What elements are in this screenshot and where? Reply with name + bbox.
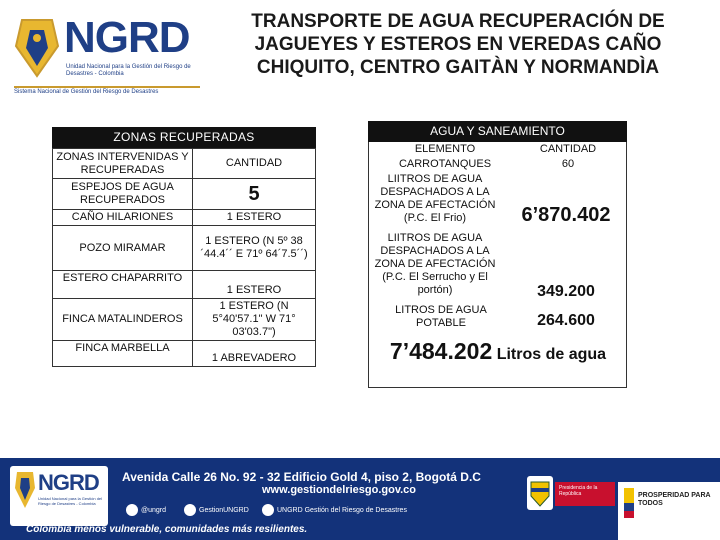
zona-name: FINCA MATALINDEROS: [53, 299, 193, 341]
potable-label: LITROS DE AGUA POTABLE: [395, 304, 487, 329]
table-row: [53, 226, 316, 271]
twitter-icon: [126, 504, 138, 516]
footer-slogan: Colombia menos vulnerable, comunidades más resilientes.: [26, 524, 308, 535]
zona-name: ESTERO CHAPARRITO: [53, 271, 193, 299]
zona-value: 1 ABREVADERO: [193, 341, 316, 367]
logo-system-line: Sistema Nacional de Gestión del Riesgo de Desastres: [14, 86, 200, 95]
table-row: [53, 179, 316, 210]
litros-serrucho-value: 349.200: [537, 283, 595, 300]
footer-website[interactable]: www.gestiondelriesgo.gov.co: [262, 484, 417, 496]
potable-value: 264.600: [537, 312, 595, 329]
footer: [0, 458, 720, 540]
table-row: [53, 149, 316, 179]
footer-address: Avenida Calle 26 No. 92 - 32 Edificio Gold 4, piso 2, Bogotá D.C: [122, 470, 481, 484]
facebook-icon: [184, 504, 196, 516]
litros-frio-value: 6’870.402: [521, 204, 611, 226]
col-cantidad: CANTIDAD: [539, 143, 597, 155]
footer-logo-subtitle: Unidad Nacional para la Gestión del Riesgo de Desastres - Colombia: [38, 496, 103, 506]
zona-name: POZO MIRAMAR: [53, 226, 193, 271]
agua-header: AGUA Y SANEAMIENTO: [368, 121, 627, 142]
ngrd-emblem-icon: [14, 470, 36, 510]
prosperidad-logo: [618, 482, 720, 540]
social-twitter[interactable]: [126, 504, 166, 516]
zona-name: CAÑO HILARIONES: [53, 210, 193, 226]
zonas-table: [52, 148, 316, 367]
youtube-icon: [262, 504, 274, 516]
prosperidad-text: PROSPERIDAD PARA TODOS: [638, 492, 711, 507]
ngrd-emblem-icon: [14, 16, 60, 78]
table-row: [53, 299, 316, 341]
zona-value: 1 ESTERO (N 5°40'57.1" W 71° 03'03.7"): [193, 299, 316, 341]
zona-value: 1 ESTERO (N 5º 38´44.4´´ E 71º 64´7.5´´): [193, 226, 316, 271]
col-elemento: ELEMENTO: [414, 143, 476, 155]
colombia-flag-icon: [624, 488, 634, 518]
page-title: TRANSPORTE DE AGUA RECUPERACIÓN DE JAGUEYES Y ESTEROS EN VEREDAS CAÑO CHIQUITO, CENTRO GAITÀN Y NORMANDÌA: [251, 11, 665, 78]
social-label: @ungrd: [141, 506, 167, 514]
table-row: [53, 210, 316, 226]
zona-name: ZONAS INTERVENIDAS Y RECUPERADAS: [53, 149, 193, 179]
carrotanques-value: 60: [561, 158, 575, 170]
table-row: [53, 271, 316, 299]
carrotanques-label: CARROTANQUES: [398, 158, 492, 170]
zona-value: 1 ESTERO: [193, 210, 316, 226]
social-label: GestionUNGRD: [199, 506, 249, 514]
table-row: [53, 341, 316, 367]
zonas-header: ZONAS RECUPERADAS: [52, 127, 316, 148]
litros-frio-label: LIITROS DE AGUA DESPACHADOS A LA ZONA DE AFECTACIÓN (P.C. El Frio): [374, 173, 496, 224]
footer-wordmark: NGRD: [38, 470, 99, 495]
zona-value: 1 ESTERO: [193, 271, 316, 299]
zona-name: ESPEJOS DE AGUA RECUPERADOS: [53, 179, 193, 210]
zona-value: 5: [193, 179, 316, 210]
zona-name: FINCA MARBELLA: [53, 341, 193, 367]
total-block: [372, 338, 624, 368]
social-facebook[interactable]: [184, 504, 249, 516]
presidencia-logo: Presidencia de la República: [555, 482, 615, 506]
footer-logo: [10, 466, 108, 526]
social-youtube[interactable]: [262, 504, 407, 516]
zona-value: CANTIDAD: [193, 149, 316, 179]
logo-wordmark: NGRD: [64, 13, 190, 62]
logo-subtitle: Unidad Nacional para la Gestión del Riesgo de Desastres - Colombia: [66, 64, 191, 77]
litros-serrucho-label: LIITROS DE AGUA DESPACHADOS A LA ZONA DE AFECTACIÓN (P.C. El Serrucho y El portón): [374, 232, 496, 296]
colombia-shield-icon: [527, 476, 553, 510]
total-unit: Litros de agua: [496, 346, 607, 363]
social-label: UNGRD Gestión del Riesgo de Desastres: [277, 506, 407, 514]
total-number: 7’484.202: [389, 338, 493, 364]
ngrd-logo: [14, 14, 200, 94]
